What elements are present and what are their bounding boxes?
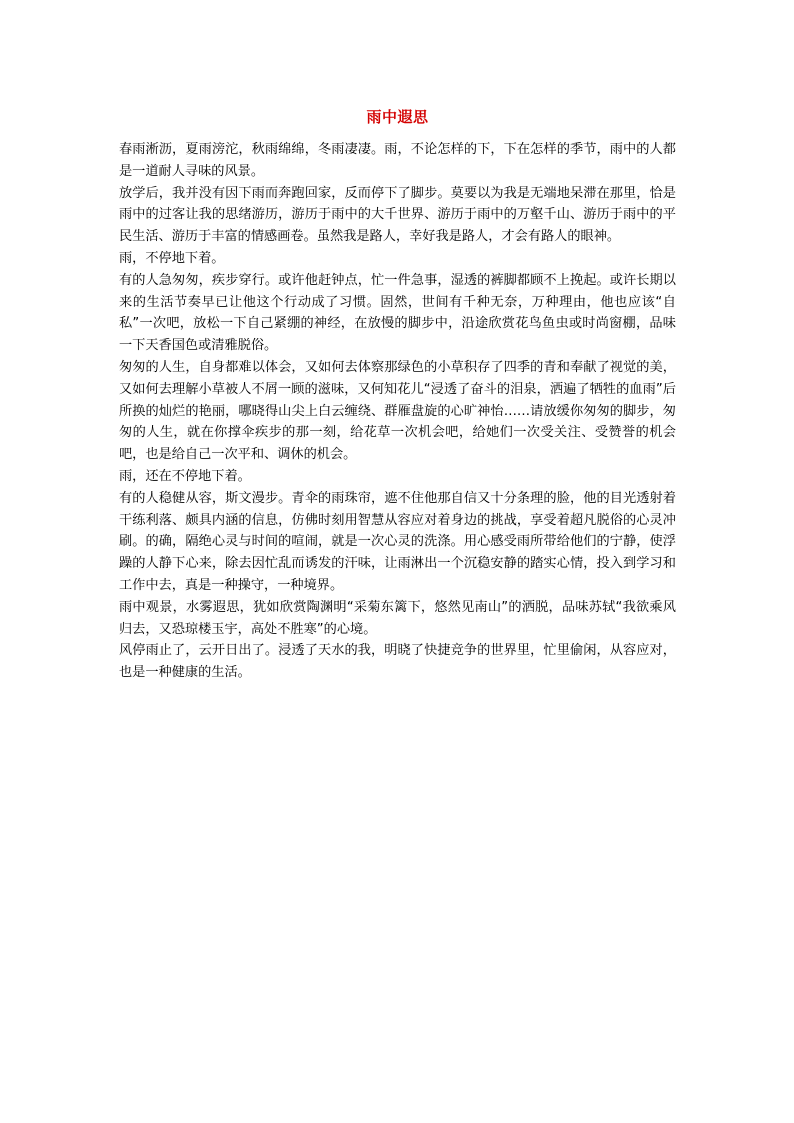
page-title: 雨中遐思 <box>366 108 429 126</box>
document-page <box>119 107 676 684</box>
article-body <box>119 139 676 684</box>
paragraph-4: 有的人急匆匆，疾步穿行。或许他赶钟点，忙一件急事，湿透的裤脚都顾不上挽起。或许长期以来的生活节奏早已让他这个行动成了习惯。固然，世间有千种无奈，万种理由，他也应该“自私”一次吧，放松一下自己紧绷的神经，在放慢的脚步中，沿途欣赏花鸟鱼虫或时尚窗棚，品味一下天香国色或清雅脱俗。 <box>119 272 676 354</box>
paragraph-7: 有的人稳健从容，斯文漫步。青伞的雨珠帘，遮不住他那自信又十分条理的脸，他的目光透射着干练利落、颇具内涵的信息，仿佛时刻用智慧从容应对着身边的挑战，享受着超凡脱俗的心灵冲刷。的确，隔绝心灵与时间的喧闹，就是一次心灵的洗涤。用心感受雨所带给他们的宁静，使浮躁的人静下心来，除去因忙乱而诱发的汗味，让雨淋出一个沉稳安静的踏实心情，投入到学习和工作中去，真是一种操守，一种境界。 <box>119 490 676 593</box>
paragraph-2: 放学后，我并没有因下雨而奔跑回家，反而停下了脚步。莫要以为我是无端地呆滞在那里，恰是雨中的过客让我的思绪游历，游历于雨中的大千世界、游历于雨中的万壑千山、游历于雨中的平民生活、游历于丰富的情感画卷。虽然我是路人，幸好我是路人，才会有路人的眼神。 <box>119 185 676 245</box>
paragraph-3: 雨，不停地下着。 <box>119 250 225 266</box>
paragraph-8: 雨中观景，水雾遐思，犹如欣赏陶渊明“采菊东篱下，悠然见南山”的洒脱，品味苏轼“我欲乘风归去，又恐琼楼玉宇，高处不胜寒”的心境。 <box>119 599 676 637</box>
paragraph-1: 春雨淅沥，夏雨滂沱，秋雨绵绵，冬雨凄凄。雨，不论怎样的下，下在怎样的季节，雨中的人都是一道耐人寻味的风景。 <box>119 142 676 179</box>
paragraph-6: 雨，还在不停地下着。 <box>119 468 251 484</box>
paragraph-9: 风停雨止了，云开日出了。浸透了天水的我，明晓了快捷竞争的世界里，忙里偷闲，从容应对，也是一种健康的生活。 <box>119 643 676 681</box>
paragraph-5: 匆匆的人生，自身都难以体会，又如何去体察那绿色的小草积存了四季的青和奉献了视觉的美，又如何去理解小草被人不屑一顾的滋味，又何知花儿“浸透了奋斗的泪泉，洒遍了牺牲的血雨”后所换的灿烂的艳丽，哪晓得山尖上白云缠绕、群雁盘旋的心旷神怡……请放缓你匆匆的脚步，匆匆的人生，就在你撑伞疾步的那一刻，给花草一次机会吧，给她们一次受关注、受赞誉的机会吧，也是给自己一次平和、调休的机会。 <box>119 359 676 463</box>
